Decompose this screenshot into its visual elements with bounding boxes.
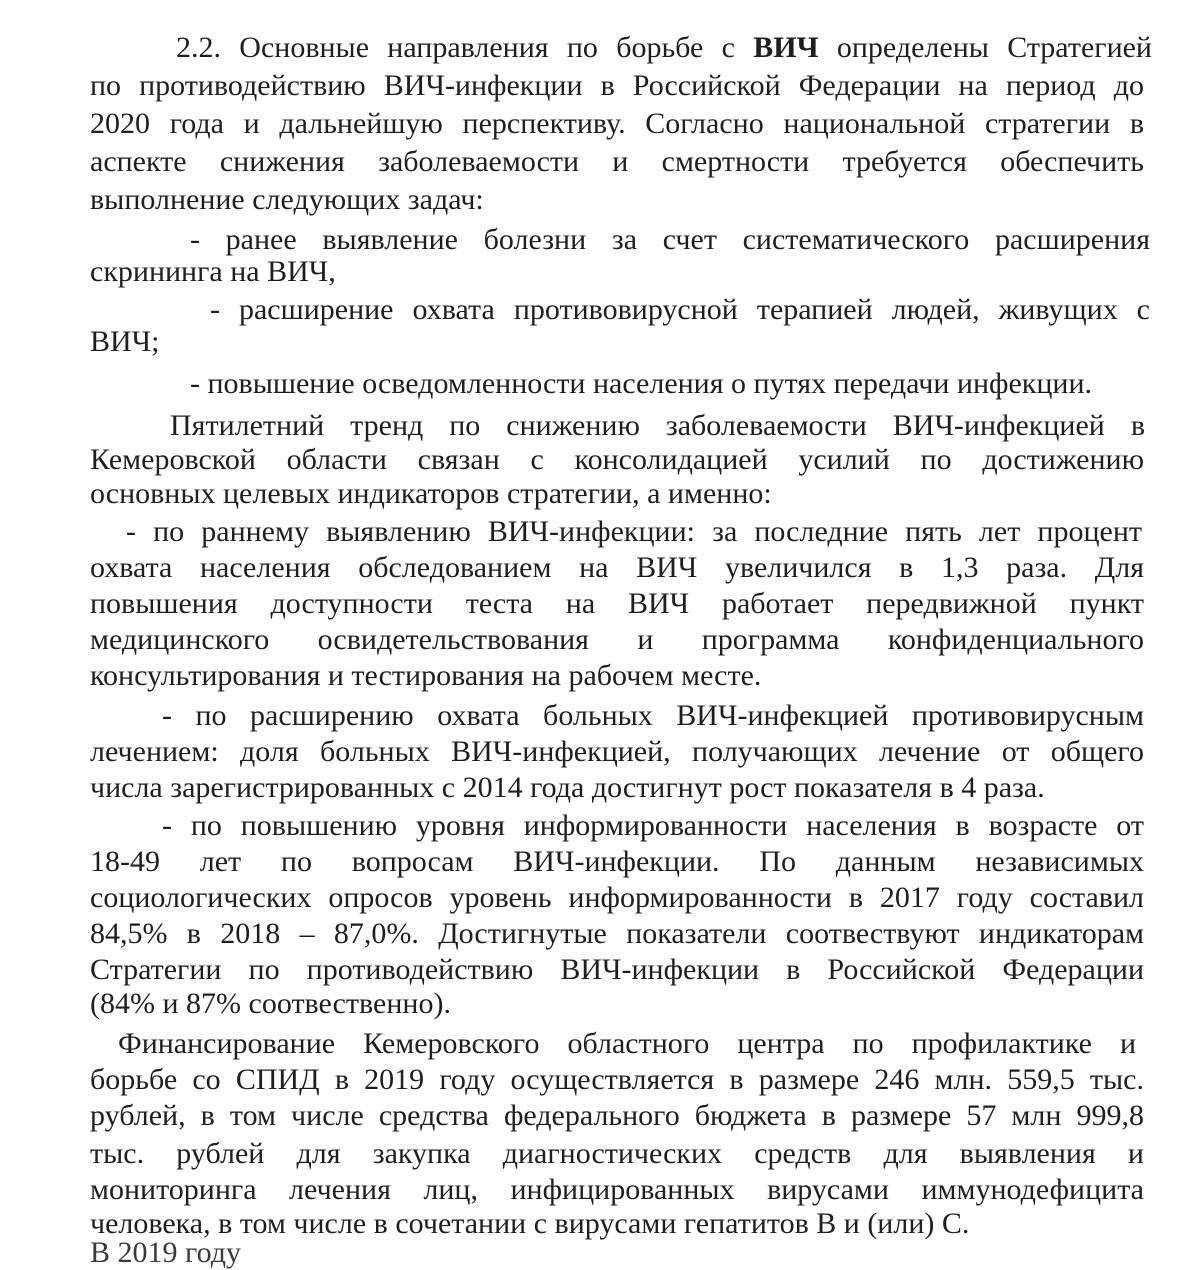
indicator-3-line-3: социологических опросов уровень информированности в 2017 году составил	[90, 881, 1144, 914]
paragraph-2-2-line-3: 2020 года и дальнейшую перспективу. Согласно национальной стратегии в	[90, 107, 1144, 140]
indicator-2-line-1: - по расширению охвата больных ВИЧ-инфекцией противовирусным	[162, 699, 1144, 732]
task-1-line-1: - ранее выявление болезни за счет систематического расширения	[190, 223, 1150, 256]
funding-paragraph-line-6: человека, в том числе в сочетании с вирусами гепатитов В и (или) С.	[90, 1207, 970, 1240]
text-run: определены Стратегией	[818, 31, 1152, 64]
paragraph-2-2-line-2: по противодействию ВИЧ-инфекции в Российской Федерации на период до	[90, 69, 1144, 102]
paragraph-2-2-line-1	[176, 30, 1152, 66]
funding-paragraph-line-5: мониторинга лечения лиц, инфицированных вирусами иммунодефицита	[90, 1173, 1144, 1206]
indicator-1-line-1: - по раннему выявлению ВИЧ-инфекции: за последние пять лет процент	[126, 515, 1142, 548]
cut-off-text: В 2019 году	[90, 1236, 241, 1269]
funding-paragraph-line-4: тыс. рублей для закупка диагностических средств для выявления и	[90, 1137, 1144, 1170]
indicator-3-line-4: 84,5% в 2018 – 87,0%. Достигнутые показатели соотвествуют индикаторам	[90, 917, 1144, 950]
indicator-1-line-4: медицинского освидетельствования и программа конфиденциального	[90, 623, 1144, 656]
indicator-2-line-2: лечением: доля больных ВИЧ-инфекцией, получающих лечение от общего	[90, 735, 1144, 768]
paragraph-2-2-line-5: выполнение следующих задач:	[90, 183, 484, 216]
trend-paragraph-line-3: основных целевых индикаторов стратегии, а именно:	[90, 477, 772, 510]
indicator-3-line-5: Стратегии по противодействию ВИЧ-инфекции в Российской Федерации	[90, 953, 1144, 986]
indicator-3-line-6: (84% и 87% соотвественно).	[90, 987, 451, 1020]
funding-paragraph-line-1: Финансирование Кемеровского областного центра по профилактике и	[118, 1027, 1136, 1060]
indicator-1-line-2: охвата населения обследованием на ВИЧ увеличился в 1,3 раза. Для	[90, 551, 1144, 584]
funding-paragraph-line-2: борьбе со СПИД в 2019 году осуществляется в размере 246 млн. 559,5 тыс.	[90, 1063, 1144, 1096]
indicator-1-line-3: повышения доступности теста на ВИЧ работает передвижной пункт	[90, 587, 1144, 620]
bold-hiv-term: ВИЧ	[753, 31, 819, 64]
indicator-2-line-3: числа зарегистрированных с 2014 года достигнут рост показателя в 4 раза.	[90, 771, 1045, 804]
trend-paragraph-line-1: Пятилетний тренд по снижению заболеваемости ВИЧ-инфекцией в	[170, 409, 1145, 442]
task-1-line-2: скрининга на ВИЧ,	[90, 255, 336, 288]
paragraph-2-2-line-4: аспекте снижения заболеваемости и смертности требуется обеспечить	[90, 145, 1144, 178]
indicator-3-line-1: - по повышению уровня информированности населения в возрасте от	[162, 809, 1144, 842]
indicator-1-line-5: консультирования и тестирования на рабочем месте.	[90, 659, 762, 692]
cut-off-next-line	[90, 1232, 350, 1269]
indicator-3-line-2: 18-49 лет по вопросам ВИЧ-инфекции. По данным независимых	[90, 845, 1144, 878]
trend-paragraph-line-2: Кемеровской области связан с консолидацией усилий по достижению	[90, 443, 1144, 476]
funding-paragraph-line-3: рублей, в том числе средства федерального бюджета в размере 57 млн 999,8	[90, 1099, 1144, 1132]
text-run: 2.2. Основные направления по борьбе с	[176, 31, 754, 64]
task-2-line-2: ВИЧ;	[90, 325, 160, 358]
task-3-line-1: - повышение осведомленности населения о путях передачи инфекции.	[190, 367, 1093, 400]
task-2-line-1: - расширение охвата противовирусной терапией людей, живущих с	[210, 293, 1150, 326]
